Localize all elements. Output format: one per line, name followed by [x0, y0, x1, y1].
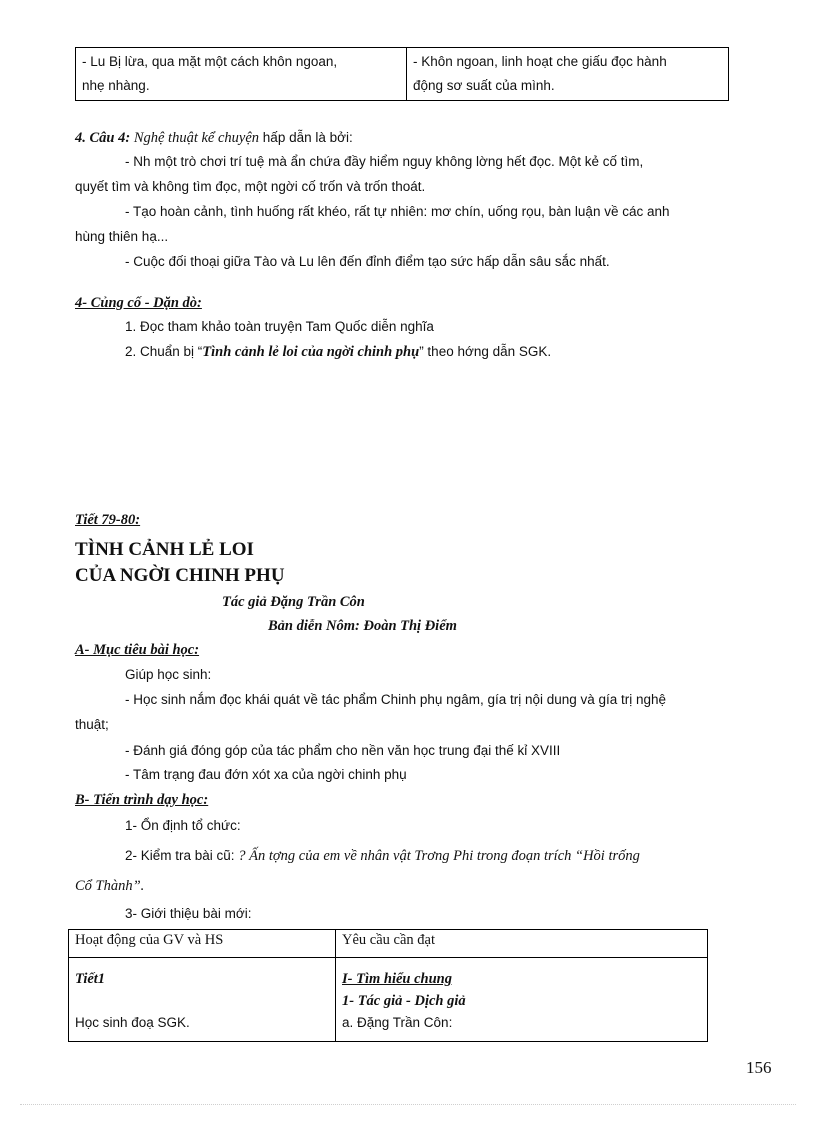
section-a-intro: Giúp học sinh: — [125, 667, 212, 682]
table-section-i: I- Tìm hiểu chung — [342, 971, 452, 987]
section-4-heading: 4- Củng cố - Dặn dò: — [75, 295, 202, 311]
q4-bullet-2-line-2: hùng thiên hạ... — [75, 229, 169, 244]
q4-italic: Nghệ thuật kể chuyện — [130, 130, 260, 146]
q4-bullet-1-line-1: - Nh một trò chơi trí tuệ mà ẩn chứa đầy hiểm nguy không lờng hết đọc. Một kẻ cố tìm, — [125, 154, 644, 169]
top-table — [75, 47, 729, 101]
lesson-title-line-2: CỦA NGỜI CHINH PHỤ — [75, 565, 285, 586]
section-a-bullet-1-line-2: thuật; — [75, 717, 109, 732]
lesson-author: Tác giả Đặng Trần Côn — [222, 594, 365, 610]
item-2-prefix: 2. Chuẩn bị “ — [125, 344, 203, 359]
table-item-a: a. Đặng Trần Côn: — [342, 1015, 453, 1030]
section-b-heading: B- Tiến trình dạy học: — [75, 792, 209, 808]
table-row-right — [336, 958, 708, 1042]
lesson-title-line-1: TÌNH CẢNH LẺ LOI — [75, 539, 254, 560]
section-4-item-1: 1. Đọc tham khảo toàn truyện Tam Quốc diễn nghĩa — [125, 319, 434, 334]
section-4-item-2 — [125, 342, 551, 362]
q4-bullet-1-line-2: quyết tìm và không tìm đọc, một ngời cố trốn và trốn thoát. — [75, 179, 426, 194]
lesson-translator: Bản diễn Nôm: Đoàn Thị Điểm — [268, 618, 457, 634]
q4-bullet-2-line-1: - Tạo hoàn cảnh, tình huống rất khéo, rất tự nhiên: mơ chín, uống rọu, bàn luận về các anh — [125, 204, 670, 219]
section-a-heading: A- Mục tiêu bài học: — [75, 642, 200, 658]
top-right-line-2: động sơ suất của mình. — [413, 78, 555, 93]
section-b-step-2-line-2: Cổ Thành”. — [75, 878, 145, 894]
top-left-line-2: nhẹ nhàng. — [82, 78, 150, 93]
footer-divider — [20, 1104, 796, 1105]
item-2-suffix: ” theo hớng dẫn SGK. — [419, 344, 552, 359]
section-b-step-3: 3- Giới thiệu bài mới: — [125, 906, 252, 921]
section-b-step-1: 1- Ổn định tổ chức: — [125, 818, 241, 833]
step-2-question: ? Ấn tợng của em về nhân vật Trơng Phi trong đoạn trích “Hồi trống — [238, 848, 640, 864]
top-table-right-cell — [407, 48, 729, 101]
table-header-requirements: Yêu cầu cần đạt — [336, 930, 708, 958]
table-tiet-label: Tiết1 — [75, 971, 106, 987]
section-a-bullet-3: - Tâm trạng đau đớn xót xa của ngời chinh phụ — [125, 767, 407, 782]
q4-heading — [75, 128, 353, 148]
q4-rest: hấp dẫn là bởi: — [259, 130, 353, 145]
table-left-text: Học sinh đoạ SGK. — [75, 1015, 190, 1030]
q4-label: 4. Câu 4: — [75, 130, 131, 146]
table-subsection-1: 1- Tác giả - Dịch giả — [342, 993, 466, 1009]
top-table-left-cell — [76, 48, 407, 101]
top-left-line-1: - Lu Bị lừa, qua mặt một cách khôn ngoan, — [82, 54, 338, 69]
q4-bullet-3: - Cuộc đối thoại giữa Tào và Lu lên đến đỉnh điểm tạo sức hấp dẫn sâu sắc nhất. — [125, 254, 610, 269]
section-b-step-2 — [125, 846, 640, 866]
top-right-line-1: - Khôn ngoan, linh hoạt che giấu đọc hành — [413, 54, 667, 69]
step-2-prefix: 2- Kiểm tra bài cũ: — [125, 848, 239, 863]
activity-table — [68, 929, 708, 1042]
lesson-period: Tiết 79-80: — [75, 512, 141, 528]
section-a-bullet-1-line-1: - Học sinh nắm đọc khái quát về tác phẩm Chinh phụ ngâm, gía trị nội dung và gía trị nghệ — [125, 692, 667, 707]
item-2-title: Tình cảnh lẻ loi của ngời chinh phụ — [202, 344, 420, 360]
page-number: 156 — [746, 1058, 772, 1077]
table-header-activities: Hoạt động của GV và HS — [69, 930, 336, 958]
section-a-bullet-2: - Đánh giá đóng góp của tác phẩm cho nền văn học trung đại thế kỉ XVIII — [125, 743, 561, 758]
table-row-left — [69, 958, 336, 1042]
